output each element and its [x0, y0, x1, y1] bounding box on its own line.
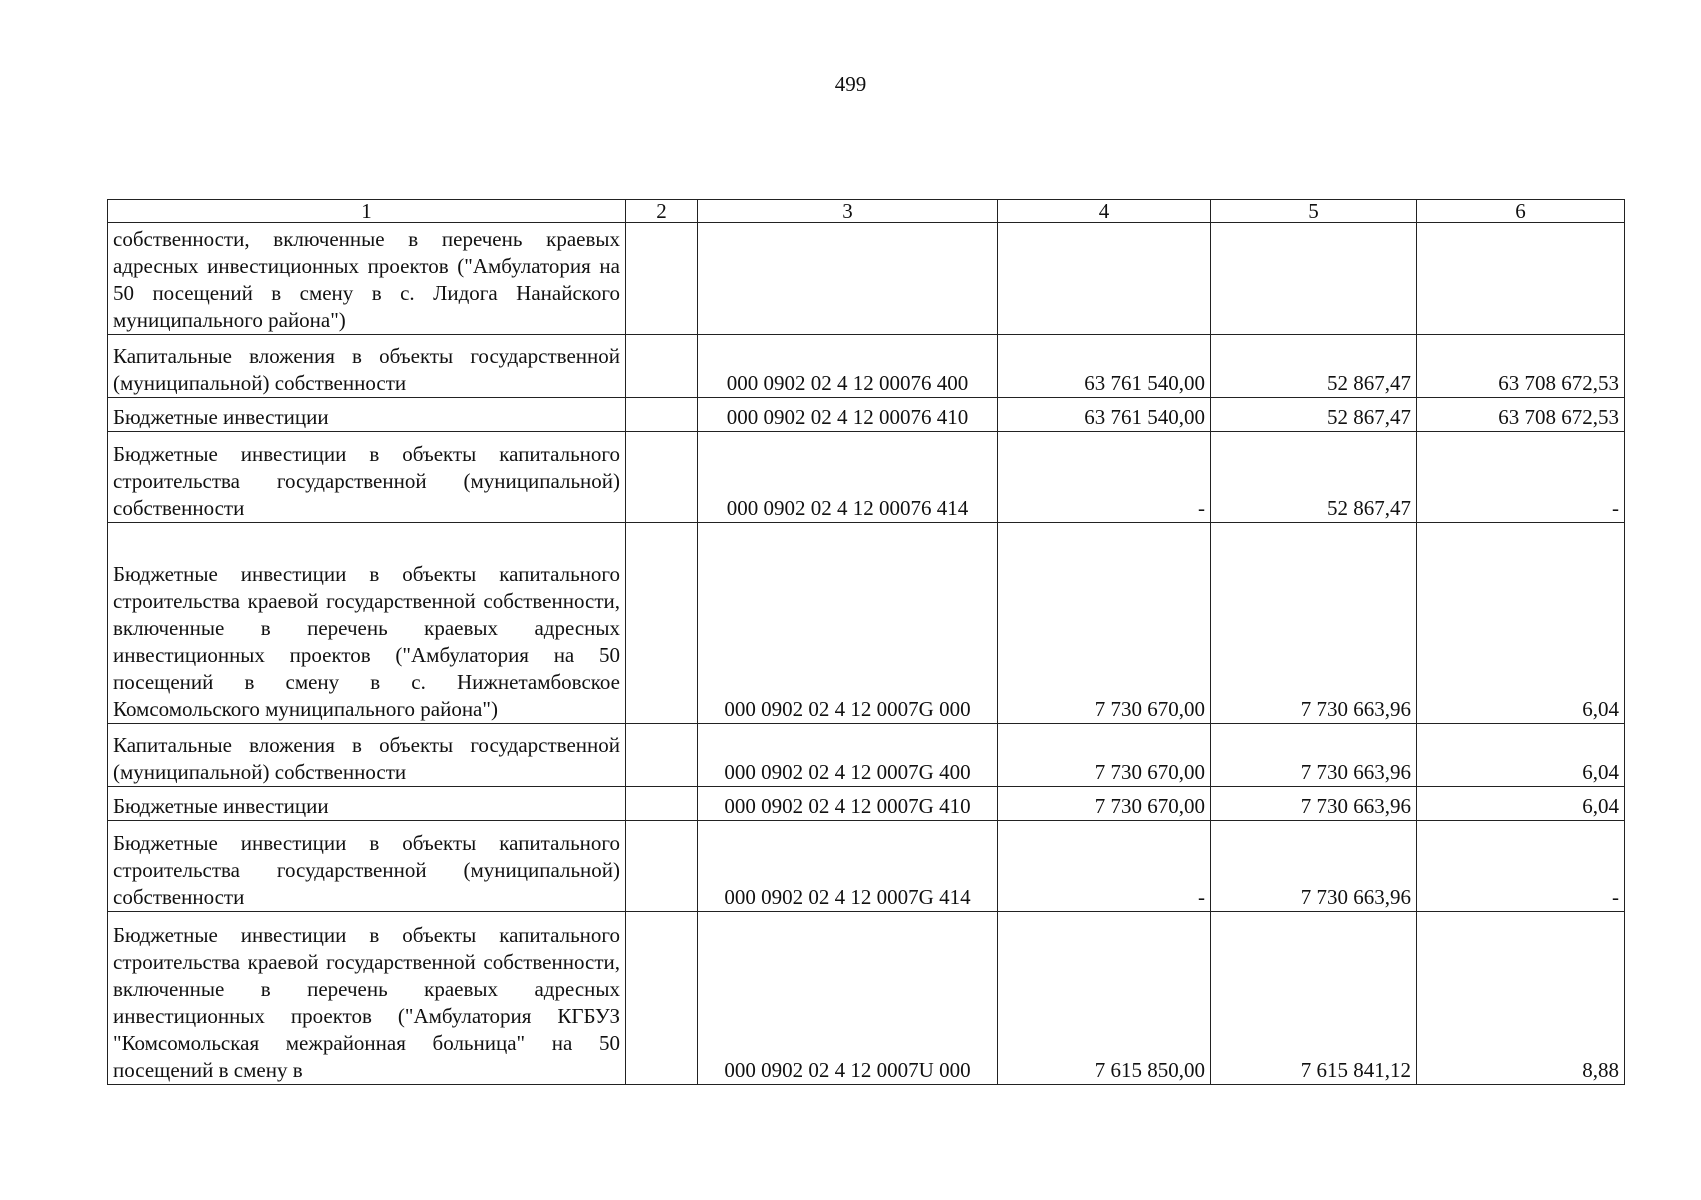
row-code: 000 0902 02 4 12 0007G 414	[698, 821, 998, 912]
row-code	[698, 223, 998, 335]
row-rest: -	[1417, 432, 1625, 523]
page-number: 499	[834, 72, 867, 96]
row-exec: 7 730 663,96	[1211, 787, 1417, 821]
row-name: Бюджетные инвестиции в объекты капитального строительства краевой государственной собственности, включенные в перечень краевых адресных инвестиционных проектов ("Амбулатория КГБУЗ "Комсомольская межрайонная больница" на 50 посещений в смену в	[108, 912, 626, 1085]
row-name: собственности, включенные в перечень краевых адресных инвестиционных проектов ("Амбулатория на 50 посещений в смену в с. Лидога Нанайского муниципального района")	[108, 223, 626, 335]
column-header-1: 1	[108, 200, 626, 223]
row-code: 000 0902 02 4 12 0007G 000	[698, 523, 998, 724]
row-exec: 7 730 663,96	[1211, 523, 1417, 724]
row-col2	[626, 821, 698, 912]
table-row	[108, 724, 1625, 787]
row-code: 000 0902 02 4 12 00076 414	[698, 432, 998, 523]
row-rest: -	[1417, 821, 1625, 912]
row-plan	[998, 223, 1211, 335]
row-plan: 7 730 670,00	[998, 523, 1211, 724]
table-row	[108, 821, 1625, 912]
row-plan: -	[998, 821, 1211, 912]
column-header-2: 2	[626, 200, 698, 223]
row-name: Бюджетные инвестиции в объекты капитального строительства краевой государственной собственности, включенные в перечень краевых адресных инвестиционных проектов ("Амбулатория на 50 посещений в смену в с. Нижнетамбовское Комсомольского муниципального района")	[108, 523, 626, 724]
row-col2	[626, 398, 698, 432]
row-rest: 6,04	[1417, 787, 1625, 821]
row-exec: 7 730 663,96	[1211, 724, 1417, 787]
column-header-4: 4	[998, 200, 1211, 223]
row-code: 000 0902 02 4 12 00076 400	[698, 335, 998, 398]
row-col2	[626, 724, 698, 787]
row-exec: 52 867,47	[1211, 432, 1417, 523]
table-row	[108, 398, 1625, 432]
row-exec: 52 867,47	[1211, 335, 1417, 398]
row-exec	[1211, 223, 1417, 335]
row-col2	[626, 912, 698, 1085]
table-row	[108, 432, 1625, 523]
row-name: Бюджетные инвестиции	[108, 398, 626, 432]
table-row	[108, 912, 1625, 1085]
row-code: 000 0902 02 4 12 0007G 400	[698, 724, 998, 787]
row-name: Капитальные вложения в объекты государственной (муниципальной) собственности	[108, 335, 626, 398]
table-row	[108, 223, 1625, 335]
row-rest: 6,04	[1417, 724, 1625, 787]
row-plan: 7 615 850,00	[998, 912, 1211, 1085]
budget-table	[107, 199, 1625, 1085]
table-row	[108, 787, 1625, 821]
row-name: Бюджетные инвестиции в объекты капитального строительства государственной (муниципальной) собственности	[108, 432, 626, 523]
row-code: 000 0902 02 4 12 0007G 410	[698, 787, 998, 821]
row-col2	[626, 523, 698, 724]
row-plan: -	[998, 432, 1211, 523]
row-plan: 63 761 540,00	[998, 335, 1211, 398]
row-plan: 7 730 670,00	[998, 787, 1211, 821]
row-plan: 63 761 540,00	[998, 398, 1211, 432]
row-rest: 63 708 672,53	[1417, 398, 1625, 432]
row-name: Бюджетные инвестиции	[108, 787, 626, 821]
row-name: Капитальные вложения в объекты государственной (муниципальной) собственности	[108, 724, 626, 787]
row-code: 000 0902 02 4 12 00076 410	[698, 398, 998, 432]
row-exec: 7 730 663,96	[1211, 821, 1417, 912]
row-plan: 7 730 670,00	[998, 724, 1211, 787]
row-code: 000 0902 02 4 12 0007U 000	[698, 912, 998, 1085]
row-rest: 8,88	[1417, 912, 1625, 1085]
row-col2	[626, 432, 698, 523]
row-name: Бюджетные инвестиции в объекты капитального строительства государственной (муниципальной) собственности	[108, 821, 626, 912]
row-col2	[626, 223, 698, 335]
row-col2	[626, 335, 698, 398]
row-rest	[1417, 223, 1625, 335]
table-row	[108, 523, 1625, 724]
row-exec: 7 615 841,12	[1211, 912, 1417, 1085]
column-header-3: 3	[698, 200, 998, 223]
header-row	[108, 200, 1625, 223]
row-exec: 52 867,47	[1211, 398, 1417, 432]
row-rest: 6,04	[1417, 523, 1625, 724]
row-col2	[626, 787, 698, 821]
column-header-5: 5	[1211, 200, 1417, 223]
column-header-6: 6	[1417, 200, 1625, 223]
table-row	[108, 335, 1625, 398]
row-rest: 63 708 672,53	[1417, 335, 1625, 398]
